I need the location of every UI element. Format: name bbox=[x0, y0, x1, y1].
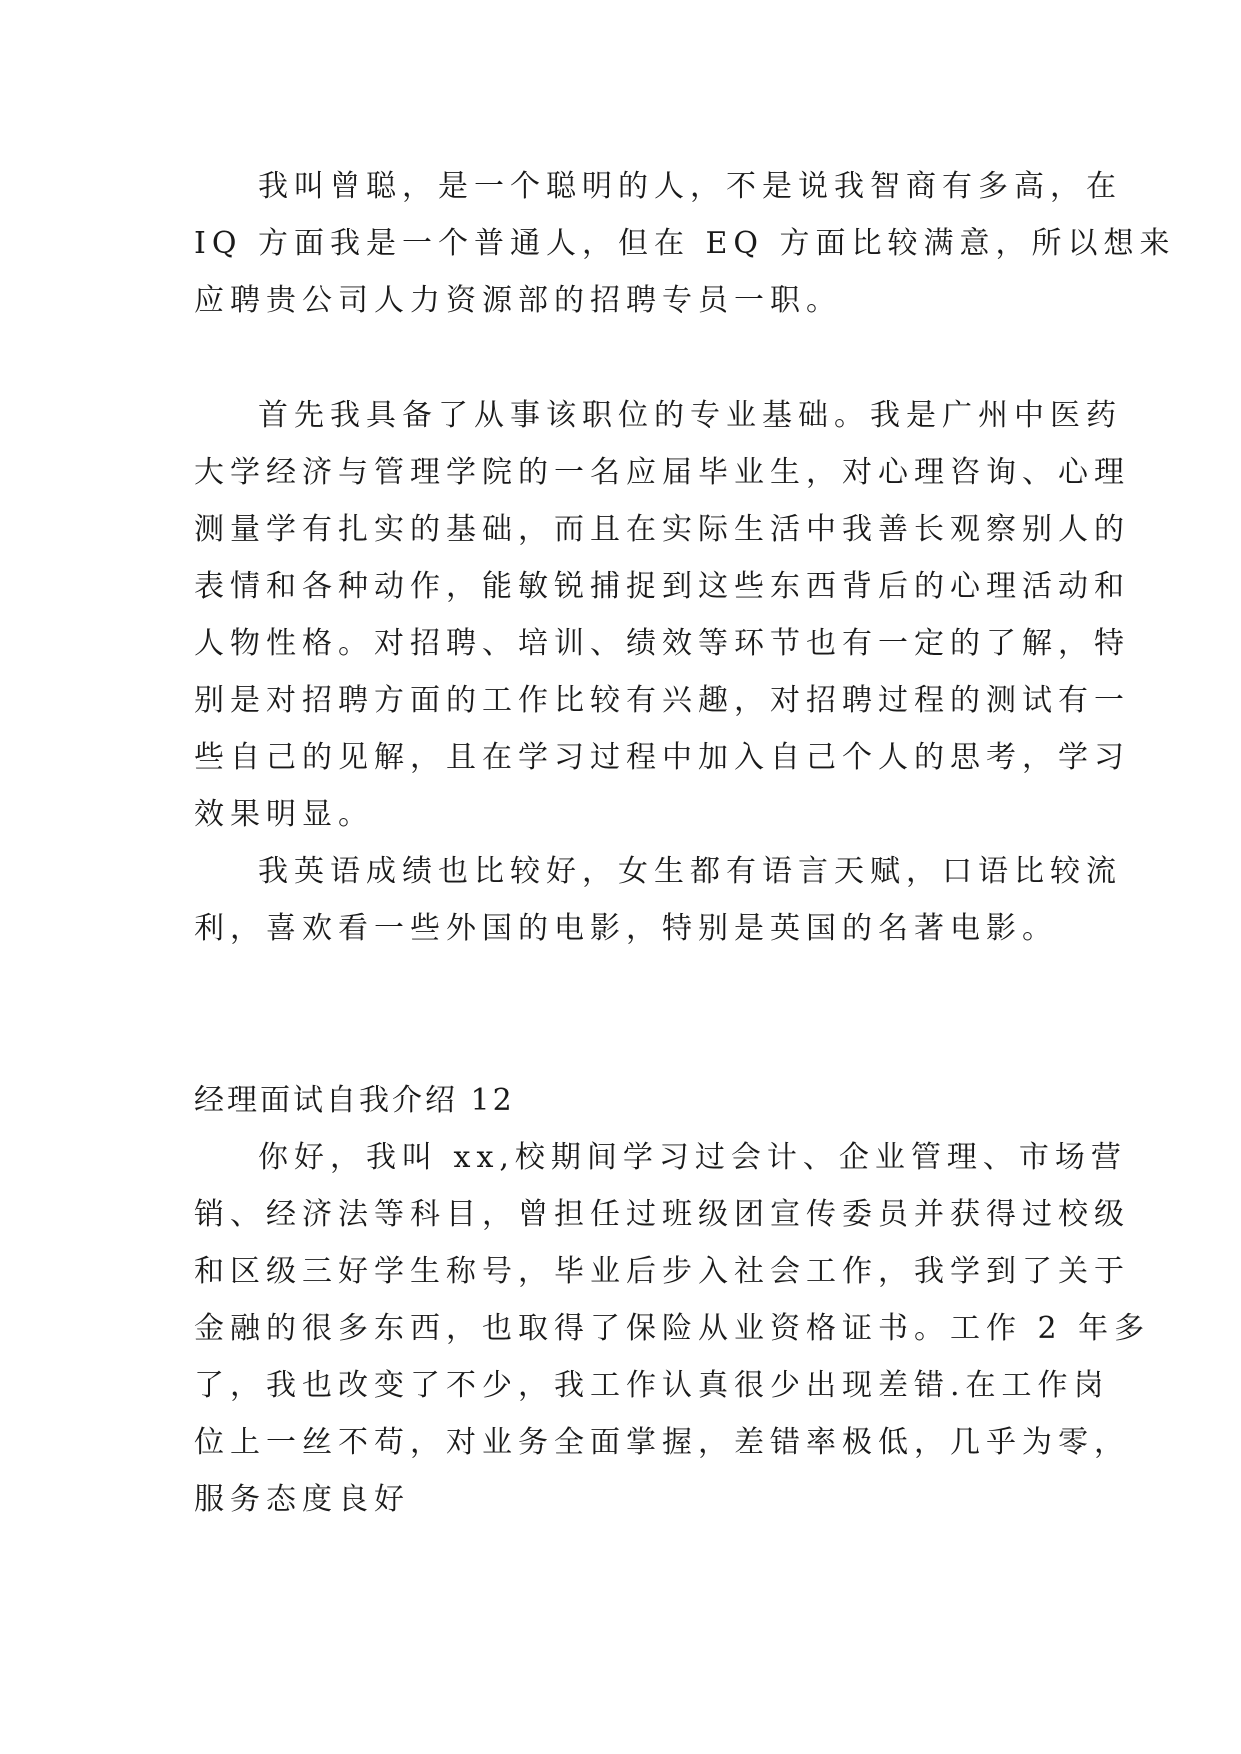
para3-line2: 利，喜欢看一些外国的电影，特别是英国的名著电影。 bbox=[194, 911, 1058, 946]
para1-line2: IQ 方面我是一个普通人，但在 EQ 方面比较满意，所以想来 bbox=[194, 226, 1176, 261]
section-heading: 经理面试自我介绍 12 bbox=[194, 1083, 515, 1118]
para4-line3: 和区级三好学生称号，毕业后步入社会工作，我学到了关于 bbox=[194, 1254, 1130, 1289]
para2-line1: 首先我具备了从事该职位的专业基础。我是广州中医药 bbox=[258, 398, 1122, 433]
para4-line7: 服务态度良好 bbox=[194, 1482, 410, 1517]
para4-line1: 你好，我叫 xx,校期间学习过会计、企业管理、市场营 bbox=[258, 1140, 1127, 1175]
para4-line4: 金融的很多东西，也取得了保险从业资格证书。工作 2 年多 bbox=[194, 1311, 1151, 1346]
para2-line8: 效果明显。 bbox=[194, 797, 374, 832]
para1-line1: 我叫曾聪，是一个聪明的人，不是说我智商有多高，在 bbox=[258, 169, 1122, 204]
para4-line5: 了，我也改变了不少，我工作认真很少出现差错.在工作岗 bbox=[194, 1368, 1110, 1403]
para3-line1: 我英语成绩也比较好，女生都有语言天赋，口语比较流 bbox=[258, 854, 1122, 889]
para4-line2: 销、经济法等科目，曾担任过班级团宣传委员并获得过校级 bbox=[194, 1197, 1130, 1232]
para2-line7: 些自己的见解，且在学习过程中加入自己个人的思考，学习 bbox=[194, 740, 1130, 775]
para2-line5: 人物性格。对招聘、培训、绩效等环节也有一定的了解，特 bbox=[194, 626, 1130, 661]
para2-line6: 别是对招聘方面的工作比较有兴趣，对招聘过程的测试有一 bbox=[194, 683, 1130, 718]
para2-line3: 测量学有扎实的基础，而且在实际生活中我善长观察别人的 bbox=[194, 512, 1130, 547]
para4-line6: 位上一丝不苟，对业务全面掌握，差错率极低，几乎为零， bbox=[194, 1425, 1130, 1460]
para2-line4: 表情和各种动作，能敏锐捕捉到这些东西背后的心理活动和 bbox=[194, 569, 1130, 604]
para2-line2: 大学经济与管理学院的一名应届毕业生，对心理咨询、心理 bbox=[194, 455, 1130, 490]
para1-line3: 应聘贵公司人力资源部的招聘专员一职。 bbox=[194, 283, 842, 318]
